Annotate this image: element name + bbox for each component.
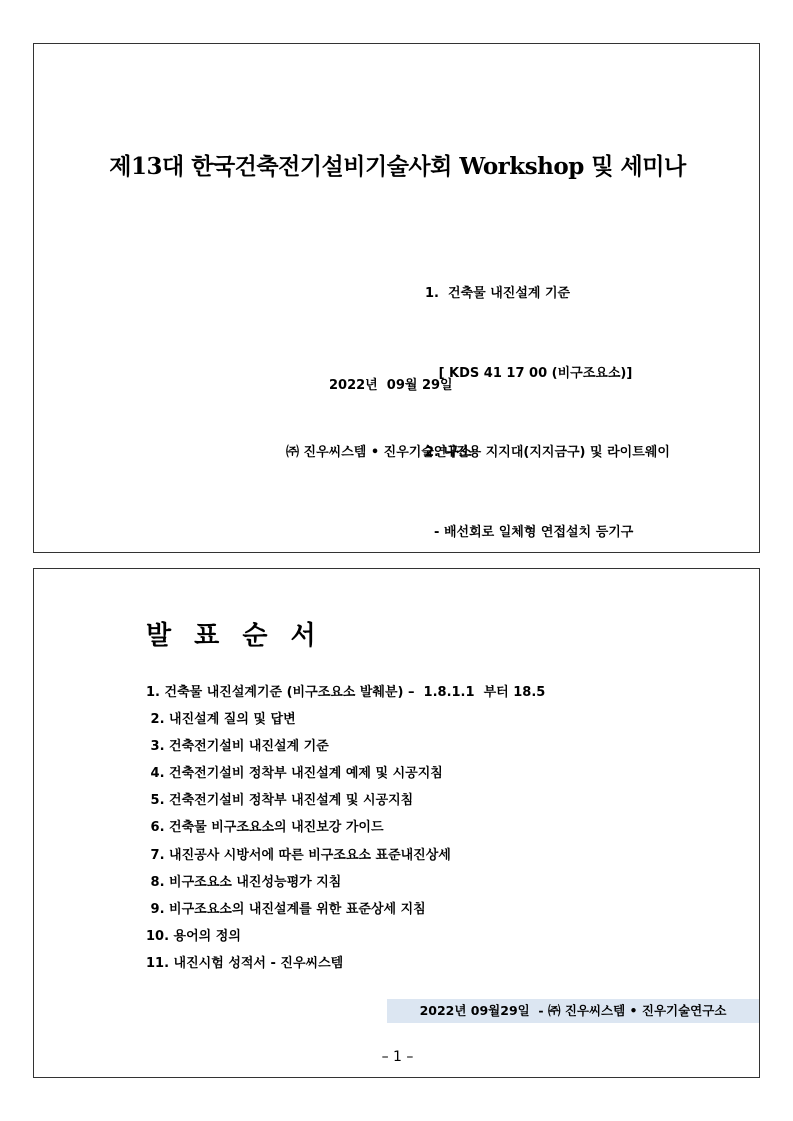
agenda-item: 1. 건축물 내진설계기준 (비구조요소 발췌분) – 1.8.1.1 부터 18.5: [146, 685, 546, 700]
agenda-item: 7. 내진공사 시방서에 따른 비구조요소 표준내진상세: [146, 847, 451, 863]
presentation-date: 2022년 09월 29일: [329, 378, 453, 393]
topic-item: - 배선회로 일체형 연접설치 등기구: [425, 524, 634, 540]
topic-item: 1. 건축물 내진설계 기준: [425, 286, 571, 301]
slide-title: 제13대 한국건축전기설비기술사회 Workshop 및 세미나: [109, 153, 686, 180]
agenda-list: [146, 679, 545, 977]
agenda-item: 11. 내진시험 성적서 - 진우씨스템: [146, 955, 344, 971]
agenda-item: 2. 내진설계 질의 및 답변: [146, 712, 296, 728]
agenda-slide: [33, 568, 760, 1078]
agenda-item: 9. 비구조요소의 내진설계를 위한 표준상세 지침: [146, 901, 426, 917]
agenda-item: 4. 건축전기설비 정착부 내진설계 예제 및 시공지침: [146, 766, 443, 782]
agenda-item: 8. 비구조요소 내진성능평가 지침: [146, 874, 342, 890]
agenda-item: 10. 용어의 정의: [146, 928, 241, 944]
agenda-item: 6. 건축물 비구조요소의 내진보강 가이드: [146, 820, 384, 836]
footer-banner: 2022년 09월29일 - ㈜ 진우씨스템 • 진우기술연구소: [387, 999, 759, 1023]
page-number: – 1 –: [381, 1049, 414, 1065]
title-slide: [33, 43, 760, 553]
agenda-item: 5. 건축전기설비 정착부 내진설계 및 시공지침: [146, 793, 414, 809]
agenda-heading: 발 표 순 서: [146, 621, 323, 651]
topic-item: 2. 내진용 지지대(지지금구) 및 라이트웨이: [425, 445, 670, 460]
agenda-item: 3. 건축전기설비 내진설계 기준: [146, 739, 329, 755]
topic-list: [425, 228, 670, 599]
topic-item: [ KDS 41 17 00 (비구조요소)]: [425, 365, 633, 381]
company-name: ㈜ 진우씨스템 • 진우기술연구소: [286, 445, 472, 460]
